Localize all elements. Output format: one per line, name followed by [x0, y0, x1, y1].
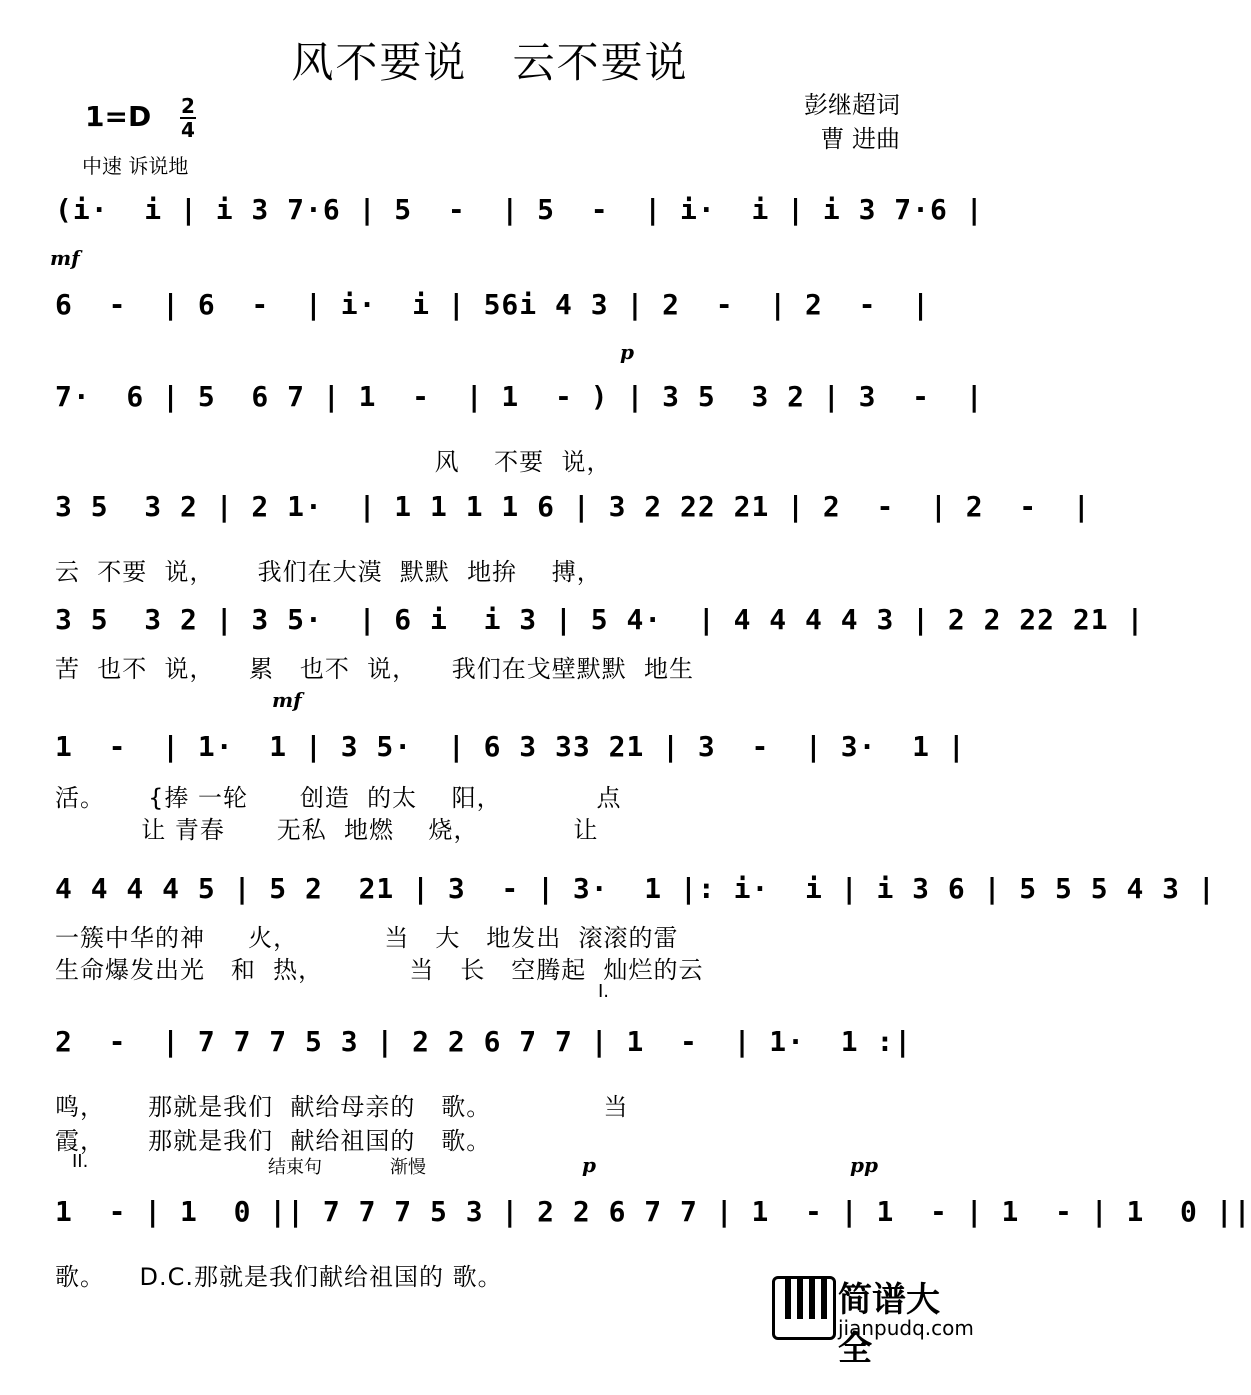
- key-signature: 1=D: [85, 100, 152, 133]
- dynamic-mf-2: mf: [272, 688, 302, 712]
- site-logo: [772, 1270, 974, 1369]
- notes-line: 1 - | 1· 1 | 3 5· | 6 3 33 21 | 3 - | 3· 1 |: [55, 730, 966, 763]
- notes-line: 3 5 3 2 | 2 1· | 1 1 1 1 6 | 3 2 22 21 | 2 - | 2 - |: [55, 490, 1091, 523]
- lyrics-line-2: 生命爆发出光 和 热， 当 长 空腾起 灿烂的云: [55, 956, 704, 984]
- credits: [804, 88, 900, 156]
- logo-url: jianpudq.com: [838, 1316, 974, 1340]
- lyricist: 彭继超词: [804, 91, 900, 119]
- notes-line: 4 4 4 4 5 | 5 2 21 | 3 - | 3· 1 |: i· i | i 3 6 | 5 5 5 4 3 |: [55, 872, 1216, 905]
- piano-keys-icon: [772, 1276, 836, 1340]
- dynamic-pp: pp: [850, 1153, 878, 1177]
- lyrics-line: 云 不要 说， 我们在大漠 默默 地拚 搏，: [55, 558, 602, 586]
- notes-line: 7· 6 | 5 6 7 | 1 - | 1 - ) | 3 5 3 2 | 3 - |: [55, 380, 984, 413]
- time-signature: [180, 96, 196, 140]
- lyrics-line-2: 让 青春 无私 地燃 烧， 让: [55, 816, 599, 844]
- composer: 曹 进曲: [820, 125, 900, 153]
- lyrics-line-1: 活。 {捧 一轮 创造 的太 阳， 点: [55, 784, 622, 812]
- ending-label: 结束句: [268, 1157, 322, 1178]
- notes-line: (i· i | i 3 7·6 | 5 - | 5 - | i· i | i 3 7·6 |: [55, 193, 984, 226]
- lyrics-line: 风 不要 说，: [55, 448, 612, 476]
- logo-text: 简谱大全: [838, 1280, 940, 1369]
- notes-line: 3 5 3 2 | 3 5· | 6 i i 3 | 5 4· | 4 4 4 4 3 | 2 2 22 21 |: [55, 603, 1145, 636]
- volta-2: II.: [72, 1151, 89, 1172]
- dynamic-mf: mf: [50, 246, 80, 270]
- lyrics-line: 歌。 D.C.那就是我们献给祖国的 歌。: [55, 1263, 503, 1291]
- dynamic-p: p: [620, 340, 634, 364]
- lyrics-line-1: 一簇中华的神 火， 当 大 地发出 滚滚的雷: [55, 924, 679, 952]
- tempo-marking: 中速 诉说地: [82, 154, 189, 178]
- rit-label: 渐慢: [390, 1157, 426, 1178]
- volta-1: I.: [598, 981, 610, 1002]
- song-title: 风不要说 云不要说: [291, 38, 689, 87]
- lyrics-line-2: 霞， 那就是我们 献给祖国的 歌。: [55, 1127, 492, 1155]
- lyrics-line-1: 鸣， 那就是我们 献给母亲的 歌。 当: [55, 1093, 629, 1121]
- lyrics-line: 苦 也不 说， 累 也不 说， 我们在戈壁默默 地生: [55, 655, 694, 683]
- notes-line: 2 - | 7 7 7 5 3 | 2 2 6 7 7 | 1 - | 1· 1 :|: [55, 1025, 913, 1058]
- time-bottom: 4: [181, 118, 195, 142]
- notes-line: 1 - | 1 0 || 7 7 7 5 3 | 2 2 6 7 7 | 1 - | 1 - | 1 - | 1 0 ||: [55, 1195, 1251, 1228]
- notes-line: 6 - | 6 - | i· i | 56i 4 3 | 2 - | 2 - |: [55, 288, 931, 321]
- time-top: 2: [181, 94, 195, 118]
- dynamic-p-2: p: [582, 1153, 596, 1177]
